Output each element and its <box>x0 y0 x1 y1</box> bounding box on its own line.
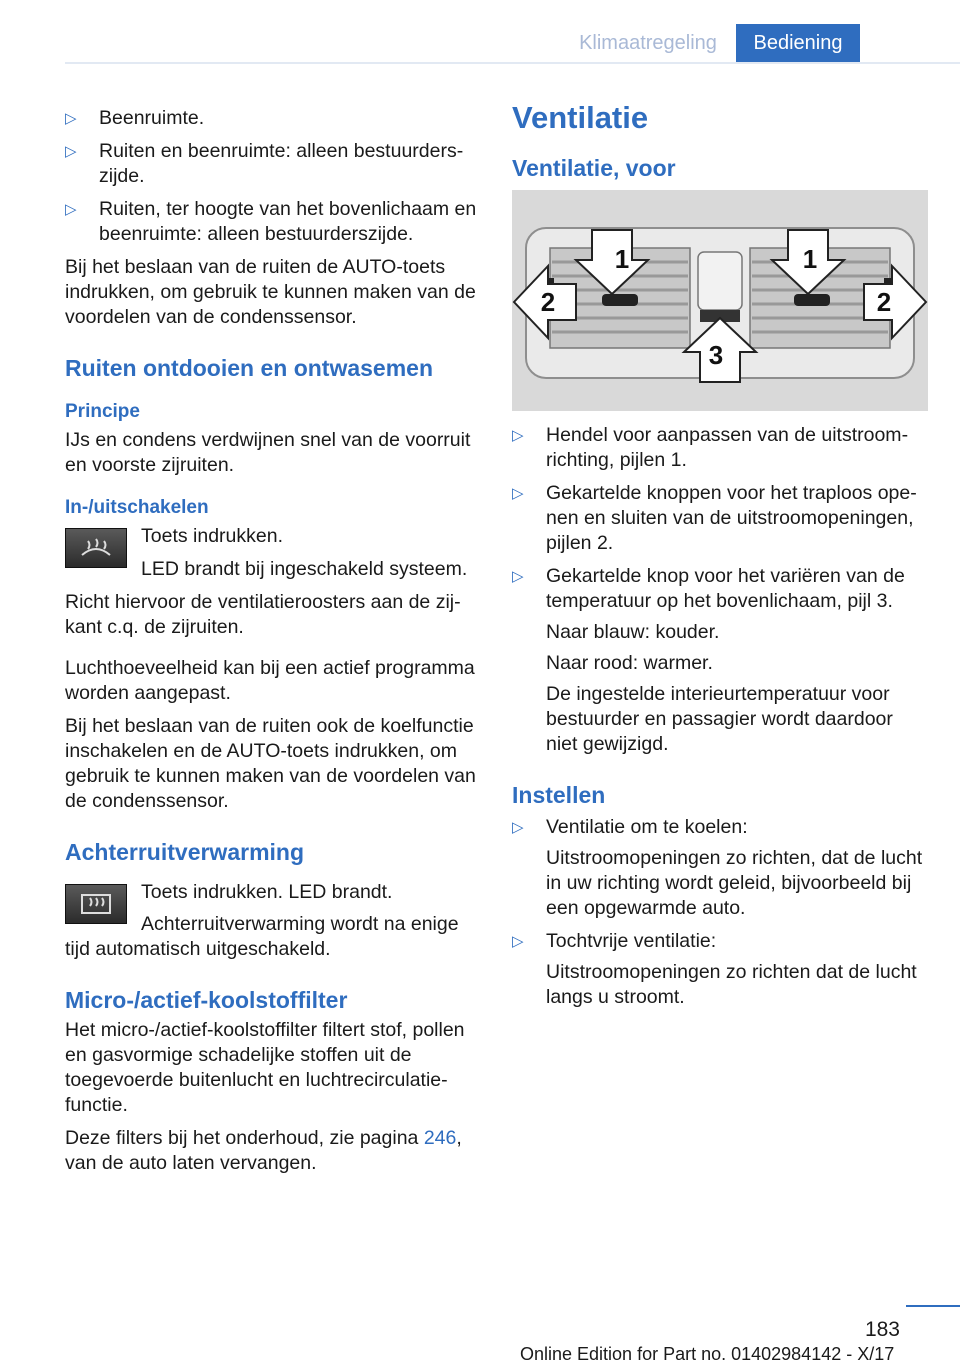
list-item: ▷ Ruiten, ter hoogte van het bovenlichaam en beenruimte: alleen bestuurderszijde. <box>65 198 477 245</box>
vent-controls-list <box>512 423 928 757</box>
ventilation-subtitle: Ventilatie, voor <box>512 155 676 181</box>
list-item: ▷ Tochtvrije ventilatie: Uitstroomopeningen zo richten dat de lucht langs u stroomt. <box>512 929 928 1010</box>
instellen-heading: Instellen <box>512 782 606 808</box>
list-item: ▷ Gekartelde knop voor het variëren van de temperatuur op het bovenlichaam, pijl 3. Naar blauw: kouder. Naar rood: warmer. De ingestelde interieurtemperatuur voor bestuurder en passagier wordt daardoor niet gewijzigd. <box>512 564 928 757</box>
triangle-bullet-icon: ▷ <box>512 485 524 502</box>
list-item: ▷ Beenruimte. <box>65 107 205 129</box>
filter-heading: Micro-/actief-koolstoffilter <box>65 987 348 1013</box>
arrow-label: 2 <box>540 287 556 317</box>
arrow-label: 1 <box>802 244 818 274</box>
page-link[interactable]: 246 <box>423 1127 457 1149</box>
inuit-paragraph: Bij het beslaan van de ruiten ook de koelfunctie inschakelen en de AUTO-toets indrukken, om gebruik te kunnen maken van de voordelen van de condenssensor. <box>65 715 476 812</box>
inuit-paragraph: Richt hiervoor de ventilatieroosters aan de zijkant c.q. de zijruiten. <box>65 591 461 638</box>
sub-text: Naar blauw: kouder. <box>546 621 720 643</box>
triangle-bullet-icon: ▷ <box>512 427 524 444</box>
principe-text: IJs en condens verdwijnen snel van de voorruit en voorste zijruiten. <box>65 429 471 476</box>
defrost-button-block <box>65 524 481 582</box>
page-number: 183 <box>864 1318 900 1341</box>
rear-heating-heading: Achterruitverwarming <box>65 839 305 865</box>
defrost-heading: Ruiten ontdooien en ontwasemen <box>65 355 434 381</box>
sub-text: Uitstroomopeningen zo richten dat de lucht langs u stroomt. <box>546 961 917 1008</box>
inuit-paragraph: Luchthoeveelheid kan bij een actief programma worden aangepast. <box>65 657 475 704</box>
triangle-bullet-icon: ▷ <box>65 143 77 160</box>
list-item: ▷ Gekartelde knoppen voor het traploos openen en sluiten van de uitstroomopeningen, pijlen 2. <box>512 482 917 554</box>
header-section-tab[interactable]: Bediening <box>736 24 860 62</box>
windshield-defrost-button-icon <box>65 528 127 568</box>
mode-list <box>65 106 481 247</box>
filter-paragraph-2: Deze filters bij het onderhoud, zie pagina 246, van de auto laten vervangen. <box>65 1127 462 1174</box>
inuit-line1: Toets indrukken. <box>141 525 283 547</box>
right-column <box>512 98 928 1018</box>
sub-text: De ingestelde interieurtemperatuur voor bestuurder en passagier wordt daardoor niet gewijzigd. <box>546 683 893 755</box>
triangle-bullet-icon: ▷ <box>512 933 524 950</box>
sub-text: Naar rood: warmer. <box>546 652 713 674</box>
triangle-bullet-icon: ▷ <box>65 110 77 127</box>
instellen-list <box>512 815 928 1010</box>
triangle-bullet-icon: ▷ <box>512 568 524 585</box>
arrow-label: 2 <box>876 287 892 317</box>
rear-window-heating-button-icon <box>65 884 127 924</box>
sub-text: Uitstroomopeningen zo richten, dat de lucht in uw richting wordt geleid, bijvoorbeeld bij een opgewarmde auto. <box>546 847 923 919</box>
auto-note: Bij het beslaan van de ruiten de AUTO-toets indrukken, om gebruik te kunnen maken van de voordelen van de condenssensor. <box>65 256 476 328</box>
ventilation-title: Ventilatie <box>512 100 649 135</box>
arrow-label: 3 <box>708 340 724 370</box>
header-rule <box>65 62 960 64</box>
header-chapter-tab[interactable]: Klimaatregeling <box>579 32 717 54</box>
principe-heading: Principe <box>65 401 140 422</box>
inuit-heading: In-/uitschakelen <box>65 497 209 518</box>
triangle-bullet-icon: ▷ <box>65 201 77 218</box>
arrow-label: 1 <box>614 244 630 274</box>
inuit-line2: LED brandt bij ingeschakeld systeem. <box>141 558 468 580</box>
left-column <box>65 100 481 1184</box>
edition-footer: Online Edition for Part no. 01402984142 - X/17 <box>520 1344 895 1364</box>
list-item: ▷ Ruiten en beenruimte: alleen bestuurderszijde. <box>65 140 464 187</box>
vent-figure <box>512 190 928 411</box>
rear-line1: Toets indrukken. LED brandt. <box>141 881 393 903</box>
list-item: ▷ Hendel voor aanpassen van de uitstroomrichting, pijlen 1. <box>512 424 909 471</box>
triangle-bullet-icon: ▷ <box>512 819 524 836</box>
list-item: ▷ Ventilatie om te koelen: Uitstroomopeningen zo richten, dat de lucht in uw richting wordt geleid, bijvoorbeeld bij een opgewarmde auto. <box>512 815 928 921</box>
footer-rule <box>906 1305 960 1307</box>
rear-line2: Achterruitverwarming wordt na enige tijd automatisch uitgeschakeld. <box>65 913 459 960</box>
rear-button-block <box>65 880 481 920</box>
filter-paragraph: Het micro-/actief-koolstoffilter filtert stof, pollen en gasvormige schadelijke stoffen uit de toegevoerde buitenlucht en luchtrecirculatiefunctie. <box>65 1019 465 1116</box>
